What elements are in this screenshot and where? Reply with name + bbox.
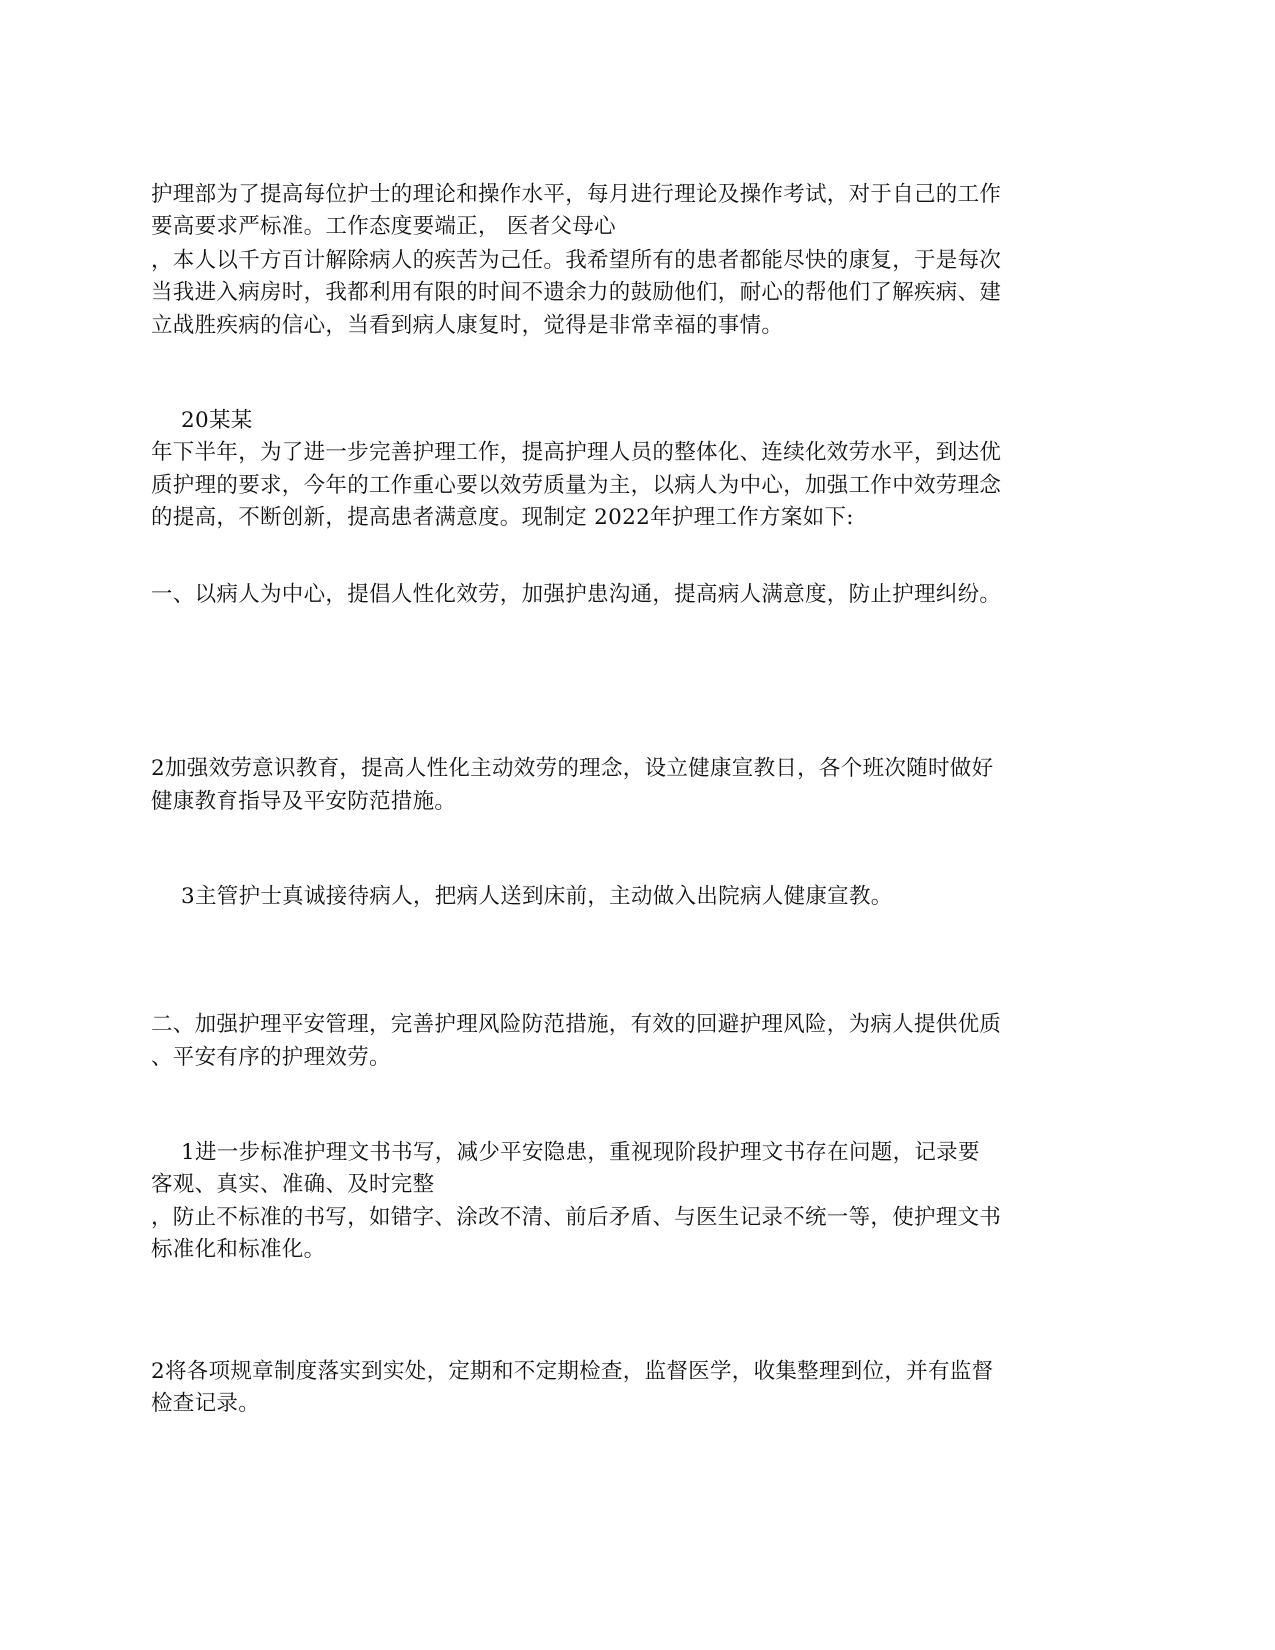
section-2-line-1: 二、加强护理平安管理，完善护理风险防范措施，有效的回避护理风险，为病人提供优质 (151, 1012, 1002, 1037)
item-2-1-line-1: 1进一步标准护理文书书写，减少平安隐患，重视现阶段护理文书存在问题，记录要 (181, 1140, 980, 1165)
paragraph-2-line-4: 的提高，不断创新，提高患者满意度。现制定 2022年护理工作方案如下: (151, 505, 854, 530)
item-2-2-line-1: 2将各项规章制度落实到实处，定期和不定期检查，监督医学，收集整理到位，并有监督 (151, 1359, 994, 1384)
section-1-heading: 一、以病人为中心，提倡人性化效劳，加强护患沟通，提高病人满意度，防止护理纠纷。 (151, 582, 1002, 607)
paragraph-1-line-1: 护理部为了提高每位护士的理论和操作水平，每月进行理论及操作考试，对于自己的工作 (151, 182, 1002, 207)
paragraph-1-line-3: ，本人以千方百计解除病人的疾苦为己任。我希望所有的患者都能尽快的康复，于是每次 (151, 248, 1002, 273)
paragraph-2-line-3: 质护理的要求，今年的工作重心要以效劳质量为主，以病人为中心，加强工作中效劳理念 (151, 473, 1002, 498)
item-1-2-line-2: 健康教育指导及平安防范措施。 (151, 789, 457, 814)
paragraph-1-line-2: 要高要求严标准。工作态度要端正， 医者父母心 (151, 214, 616, 239)
item-1-2-line-1: 2加强效劳意识教育，提高人性化主动效劳的理念，设立健康宣教日，各个班次随时做好 (151, 756, 994, 781)
paragraph-2-line-1: 20某某 (181, 408, 253, 433)
paragraph-1-line-5: 立战胜疾病的信心，当看到病人康复时，觉得是非常幸福的事情。 (151, 313, 784, 338)
paragraph-2-line-2: 年下半年，为了进一步完善护理工作，提高护理人员的整体化、连续化效劳水平，到达优 (151, 440, 1002, 465)
item-2-1-line-2: 客观、真实、准确、及时完整 (151, 1172, 435, 1197)
item-2-1-line-4: 标准化和标准化。 (151, 1237, 326, 1262)
item-2-2-line-2: 检查记录。 (151, 1391, 261, 1416)
item-1-3-line-1: 3主管护士真诚接待病人，把病人送到床前，主动做入出院病人健康宣教。 (181, 884, 893, 909)
paragraph-1-line-4: 当我进入病房时，我都利用有限的时间不遗余力的鼓励他们，耐心的帮他们了解疾病、建 (151, 280, 1002, 305)
section-2-line-2: 、平安有序的护理效劳。 (151, 1045, 391, 1070)
item-2-1-line-3: ，防止不标准的书写，如错字、涂改不清、前后矛盾、与医生记录不统一等，使护理文书 (151, 1205, 1002, 1230)
